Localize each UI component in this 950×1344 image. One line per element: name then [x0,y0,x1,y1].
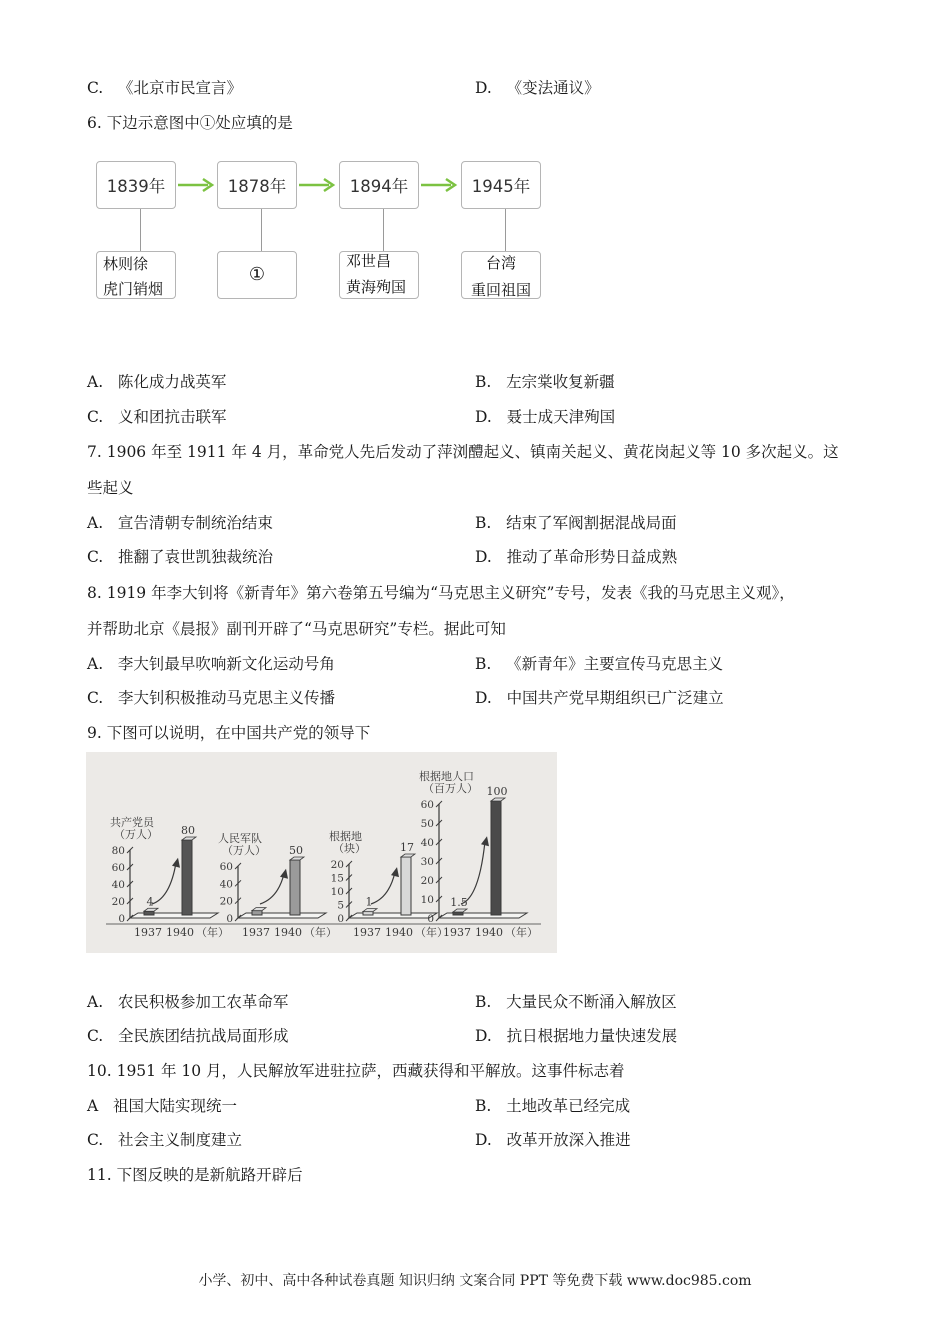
x-tick-label: 1940 [475,926,503,939]
timeline-event-2-blank: ① [217,251,297,299]
y-tick-label: 60 [111,862,125,874]
timeline-connector-2 [261,209,262,251]
timeline-arrow-2 [297,175,339,195]
bar-top [401,854,415,857]
x-axis-label: （年） [505,926,538,939]
option-text: 祖国大陆实现统一 [112,1097,237,1115]
option-letter: A. [87,655,104,673]
y-tick-label: 40 [420,837,434,849]
y-tick-label: 10 [330,886,344,898]
growth-arrow [461,841,485,904]
option-letter: C. [87,1027,104,1045]
option-letter: A. [87,373,104,391]
event-line: 重回祖国 [470,281,531,299]
panel-title: 根据地人口 [419,770,474,783]
q7-option-c [87,545,273,567]
option-letter: B. [475,514,492,532]
timeline-event-4 [461,251,541,299]
option-letter: D. [475,689,492,707]
y-tick-label: 0 [226,913,233,925]
option-letter: B. [475,993,492,1011]
timeline-connector-3 [383,209,384,251]
y-tick-label: 60 [420,799,434,811]
timeline-arrow-1 [176,175,218,195]
q9-bar-chart [86,752,557,953]
bar-1940 [182,840,192,915]
data-label: 1 [365,895,373,909]
option-text: 改革开放深入推进 [506,1131,631,1149]
q7-option-a [87,511,273,533]
data-label: 1.5 [450,896,468,909]
y-tick-label: 15 [330,872,344,885]
event-line: 邓世昌 [346,252,392,270]
event-line: 黄海殉国 [346,278,407,296]
option-text: 陈化成力战英军 [117,373,227,391]
q10-option-c [87,1128,242,1150]
q8-option-d [475,686,724,708]
timeline-event-1 [96,251,176,299]
q8-stem-line1: 8. 1919 年李大钊将《新青年》第六卷第五号编为“马克思主义研究”专号，发表《我的马克思主义观》， [87,584,795,602]
y-tick-label: 60 [219,861,233,873]
q6-option-d [475,405,615,427]
option-letter: B. [475,655,492,673]
timeline-year-4: 1945年 [461,161,541,209]
option-text: 《新青年》主要宣传马克思主义 [506,655,724,673]
option-letter: B. [475,373,492,391]
q8-stem-line2: 并帮助北京《晨报》副刊开辟了“马克思研究”专栏。据此可知 [87,620,506,638]
q9-option-c [87,1024,289,1046]
y-tick-label: 50 [420,818,434,830]
option-text: 推翻了袁世凯独裁统治 [118,548,274,566]
bar-top [453,909,467,912]
panel-title: 人民军队 [218,832,262,845]
option-letter: D. [475,408,492,426]
q8-option-b [475,652,723,674]
bar-top [290,857,304,860]
y-tick-label: 80 [111,845,125,857]
bar-top [144,908,158,911]
x-axis-label: （年） [196,926,229,939]
bar-1937 [363,912,373,915]
q7-stem-line1: 7. 1906 年至 1911 年 4 月，革命党人先后发动了萍浏醴起义、镇南关起义、黄花岗起义等 10 多次起义。这 [87,443,839,461]
bar-top [491,798,505,801]
data-label: 4 [146,895,154,909]
option-text: 聂士成天津殉国 [506,408,616,426]
base-platform [130,913,218,918]
q7-stem-line2: 些起义 [87,479,134,497]
panel-unit: （万人） [114,828,158,841]
panel-unit: （万人） [222,844,266,857]
timeline-year-2: 1878年 [217,161,297,209]
bar-top [363,909,377,912]
data-label: 100 [486,785,508,798]
q10-option-d [475,1128,631,1150]
y-tick-label: 20 [420,875,434,887]
option-letter: A [87,1097,99,1115]
base-platform [349,913,437,918]
y-tick-label: 40 [111,879,125,891]
bar-1940 [290,860,300,915]
x-axis-label: （年） [304,926,337,939]
x-tick-label: 1940 [274,926,302,939]
y-tick-label: 40 [219,878,233,891]
base-platform [439,913,527,918]
q6-option-c [87,405,227,427]
y-tick-label: 0 [118,913,125,925]
y-tick-label: 0 [427,913,434,925]
y-tick-label: 20 [330,859,344,871]
option-letter: C. [87,689,104,707]
option-text: 社会主义制度建立 [118,1131,243,1149]
option-text: 宣告清朝专制统治结束 [117,514,273,532]
x-tick-label: 1937 [353,926,381,939]
option-text: 结束了军阀割据混战局面 [506,514,677,532]
page-footer: 小学、初中、高中各种试卷真题 知识归纳 文案合同 PPT 等免费下载 www.doc985.com [198,1273,752,1289]
x-tick-label: 1937 [443,926,471,939]
q10-option-a [87,1094,237,1116]
y-tick-label: 20 [219,895,233,908]
option-text: 抗日根据地力量快速发展 [506,1027,678,1045]
option-letter: C. [87,1131,104,1149]
timeline-event-3 [339,251,419,299]
q8-option-c [87,686,335,708]
x-tick-label: 1937 [134,926,162,939]
data-label: 50 [289,844,303,857]
q7-option-b [475,511,677,533]
panel-unit: （百万人） [423,782,478,795]
arrow-head [481,836,489,846]
q5-option-d [475,76,600,98]
bar-1940 [401,857,411,915]
q9-option-b [475,990,677,1012]
y-tick-label: 30 [420,856,434,868]
q8-option-a [87,652,335,674]
timeline-connector-1 [140,209,141,251]
bar-top [252,908,266,911]
option-text: 全民族团结抗战局面形成 [118,1027,289,1045]
option-letter: C. [87,408,104,426]
panel-title: 根据地 [329,830,362,843]
bar-1937 [252,911,262,915]
timeline-year-3: 1894年 [339,161,419,209]
q6-option-b [475,370,615,392]
timeline-connector-4 [505,209,506,251]
option-letter: A. [87,993,104,1011]
option-letter: D. [475,548,492,566]
bar-1937 [144,911,154,915]
x-tick-label: 1940 [385,926,413,939]
option-letter: B. [475,1097,492,1115]
q9-stem: 9. 下图可以说明，在中国共产党的领导下 [87,724,371,742]
q10-option-b [475,1094,630,1116]
q5-option-c [87,76,242,98]
option-text: 义和团抗击联军 [118,408,227,426]
option-text: 中国共产党早期组织已广泛建立 [506,689,724,707]
q10-stem: 10. 1951 年 10 月，人民解放军进驻拉萨，西藏获得和平解放。这事件标志着 [87,1062,625,1080]
x-axis-label: （年） [415,926,448,939]
arrow-head [280,869,288,879]
option-text: 推动了革命形势日益成熟 [506,548,678,566]
option-letter: D. [475,1027,492,1045]
y-tick-label: 5 [337,899,344,912]
q11-stem: 11. 下图反映的是新航路开辟后 [87,1166,303,1184]
panel-unit: （块） [333,842,366,855]
bar-1937 [453,912,463,915]
timeline-year-1: 1839年 [96,161,176,209]
option-letter: D. [475,79,492,97]
arrow-head [172,858,180,868]
x-tick-label: 1940 [166,926,194,939]
option-letter: A. [87,514,104,532]
base-platform [238,913,326,918]
option-letter: D. [475,1131,492,1149]
panel-title: 共产党员 [110,816,154,829]
y-tick-label: 10 [420,894,434,906]
option-text: 左宗棠收复新疆 [506,373,615,391]
option-text: 李大钊积极推动马克思主义传播 [118,689,336,707]
option-text: 大量民众不断涌入解放区 [506,993,677,1011]
option-letter: C. [87,79,104,97]
bar-top [182,837,196,840]
option-text: 土地改革已经完成 [506,1097,631,1115]
data-label: 80 [181,824,195,837]
option-text: 《北京市民宣言》 [118,79,243,97]
event-line: 虎门销烟 [103,280,164,298]
option-text: 农民积极参加工农革命军 [117,993,289,1011]
y-tick-label: 0 [337,913,344,925]
option-letter: C. [87,548,104,566]
q6-stem: 6. 下边示意图中①处应填的是 [87,114,293,132]
data-label: 17 [400,841,414,854]
option-text: 李大钊最早吹响新文化运动号角 [117,655,335,673]
q6-option-a [87,370,226,392]
event-line: 林则徐 [103,255,149,273]
event-line: 台湾 [485,254,516,272]
x-tick-label: 1937 [242,926,270,939]
q9-option-d [475,1024,677,1046]
bar-1940 [491,801,501,915]
y-tick-label: 20 [111,896,125,908]
chart-canvas [86,752,557,953]
q7-option-d [475,545,677,567]
timeline-arrow-3 [419,175,461,195]
growth-arrow [371,872,395,904]
arrow-head [391,867,399,877]
option-text: 《变法通议》 [506,79,600,97]
growth-arrow [152,863,176,904]
growth-arrow [260,874,284,904]
q9-option-a [87,990,288,1012]
